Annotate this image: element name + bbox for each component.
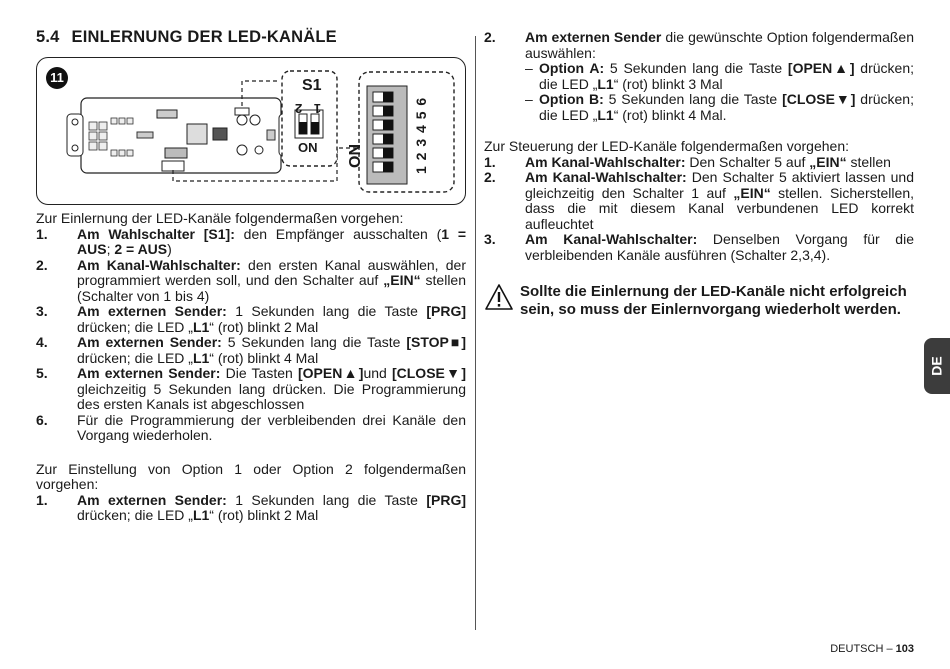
receiver-board-illustration xyxy=(37,58,464,203)
warning-note xyxy=(484,283,914,318)
figure-number: 11 xyxy=(46,67,68,89)
step-text: Für die Programmierung der verbleibenden drei Kanäle den Vorgang wiederholen. xyxy=(77,411,466,443)
step-number: 2. xyxy=(484,29,496,45)
step-text: Am Wahlschalter [S1]: den Empfänger ausschalten (1 = AUS; 2 = AUS) xyxy=(77,225,466,257)
step-number: 4. xyxy=(36,334,48,350)
list-item xyxy=(36,335,466,366)
section-heading xyxy=(36,28,466,47)
list-item xyxy=(36,366,466,413)
bullet-dash: – xyxy=(525,60,533,76)
page-number: 103 xyxy=(895,643,914,655)
list-item xyxy=(525,61,914,92)
step-text: Am externen Sender: 1 Sekunden lang die Taste [PRG] drücken; die LED „L1“ (rot) blinkt 2 Mal xyxy=(77,303,466,335)
board-icon xyxy=(67,98,295,173)
step-number: 1. xyxy=(36,491,48,508)
step-text: Am Kanal-Wahlschalter: Den Schalter 5 auf „EIN“ stellen xyxy=(525,153,891,170)
right-column xyxy=(484,30,914,318)
list-item xyxy=(36,413,466,444)
step-text: Am Kanal-Wahlschalter: Den Schalter 5 aktiviert lassen und gleichzeitig den Schalter 1 auf „EIN“ stellen. Sicherstellen, dass die mit diesem Kanal verbundenen LED korrekt aufleuchtet xyxy=(525,169,915,232)
step-number: 5. xyxy=(36,365,48,381)
step-text: Am externen Sender: Die Tasten [OPEN▲]und [CLOSE▼] gleichzeitig 5 Sekunden lang drücken. Die Programmierung des ersten Kanals ist abgeschlossen xyxy=(77,365,466,412)
step-number: 1. xyxy=(484,153,496,170)
s1-digits: 1 2 xyxy=(291,101,322,116)
list-item xyxy=(36,258,466,305)
step-text: Am Kanal-Wahlschalter: Denselben Vorgang für die verbleibenden Kanäle ausführen (Schalter 2,3,4). xyxy=(525,231,914,263)
figure-11 xyxy=(36,57,466,205)
step-number: 6. xyxy=(36,411,48,428)
s1-label: S1 xyxy=(302,77,322,94)
list-item xyxy=(484,170,914,232)
control-steps xyxy=(484,155,914,264)
left-column xyxy=(36,28,466,524)
list-item xyxy=(36,493,466,524)
option-steps xyxy=(36,493,466,524)
language-tab xyxy=(924,338,950,394)
step-number: 1. xyxy=(36,225,48,242)
list-item xyxy=(484,232,914,263)
bullet-dash: – xyxy=(525,91,533,107)
section-number: 5.4 xyxy=(36,28,60,46)
list-item xyxy=(484,30,914,61)
step-text: Am externen Sender: 1 Sekunden lang die Taste [PRG] drücken; die LED „L1“ (rot) blinkt 2 Mal xyxy=(77,491,466,523)
footer-language: DEUTSCH – xyxy=(830,643,896,655)
step-text: Am Kanal-Wahlschalter: den ersten Kanal auswählen, der programmiert werden soll, und den Schalter auf „EIN“ stellen (Schalter von 1 bis 4) xyxy=(77,256,467,304)
option-list xyxy=(484,61,914,123)
list-item xyxy=(36,227,466,258)
intro-text: Zur Einlernung der LED-Kanäle folgendermaßen vorgehen: xyxy=(36,210,404,226)
warning-text: Sollte die Einlernung der LED-Kanäle nicht erfolgreich sein, so muss der Einlernvorgang wiederholt werden. xyxy=(520,283,907,318)
dip-digits: 1 2 3 4 5 6 xyxy=(413,96,429,174)
warning-icon xyxy=(484,283,520,316)
s1-on-label: ON xyxy=(298,140,318,155)
control-intro-text: Zur Steuerung der LED-Kanäle folgendermaßen vorgehen: xyxy=(484,138,849,154)
language-tab-label: DE xyxy=(928,356,945,376)
step-number: 2. xyxy=(36,256,48,273)
page-footer xyxy=(830,643,914,655)
step-number: 3. xyxy=(484,231,496,247)
list-item xyxy=(36,304,466,335)
column-divider xyxy=(475,36,476,630)
list-item xyxy=(484,155,914,171)
step-text: Option A: 5 Sekunden lang die Taste [OPEN▲] drücken; die LED „L1“ (rot) blinkt 3 Mal xyxy=(539,60,914,92)
option-intro-text: Zur Einstellung von Option 1 oder Option 2 folgendermaßen vorgehen: xyxy=(36,460,466,492)
step-number: 3. xyxy=(36,303,48,319)
step-text: Am externen Sender: 5 Sekunden lang die Taste [STOP■] drücken; die LED „L1“ (rot) blinkt 4 Mal xyxy=(77,334,466,366)
section-title: EINLERNUNG DER LED-KANÄLE xyxy=(71,28,337,46)
dip-switch-icon xyxy=(367,86,407,184)
dip-on-label: ON xyxy=(347,144,364,168)
step-text: Option B: 5 Sekunden lang die Taste [CLOSE▼] drücken; die LED „L1“ (rot) blinkt 4 Mal. xyxy=(539,91,914,123)
einlernung-steps xyxy=(36,227,466,444)
list-item xyxy=(525,92,914,123)
step-text: Am externen Sender die gewünschte Option folgendermaßen auswählen: xyxy=(525,29,914,61)
step-number: 2. xyxy=(484,169,496,185)
